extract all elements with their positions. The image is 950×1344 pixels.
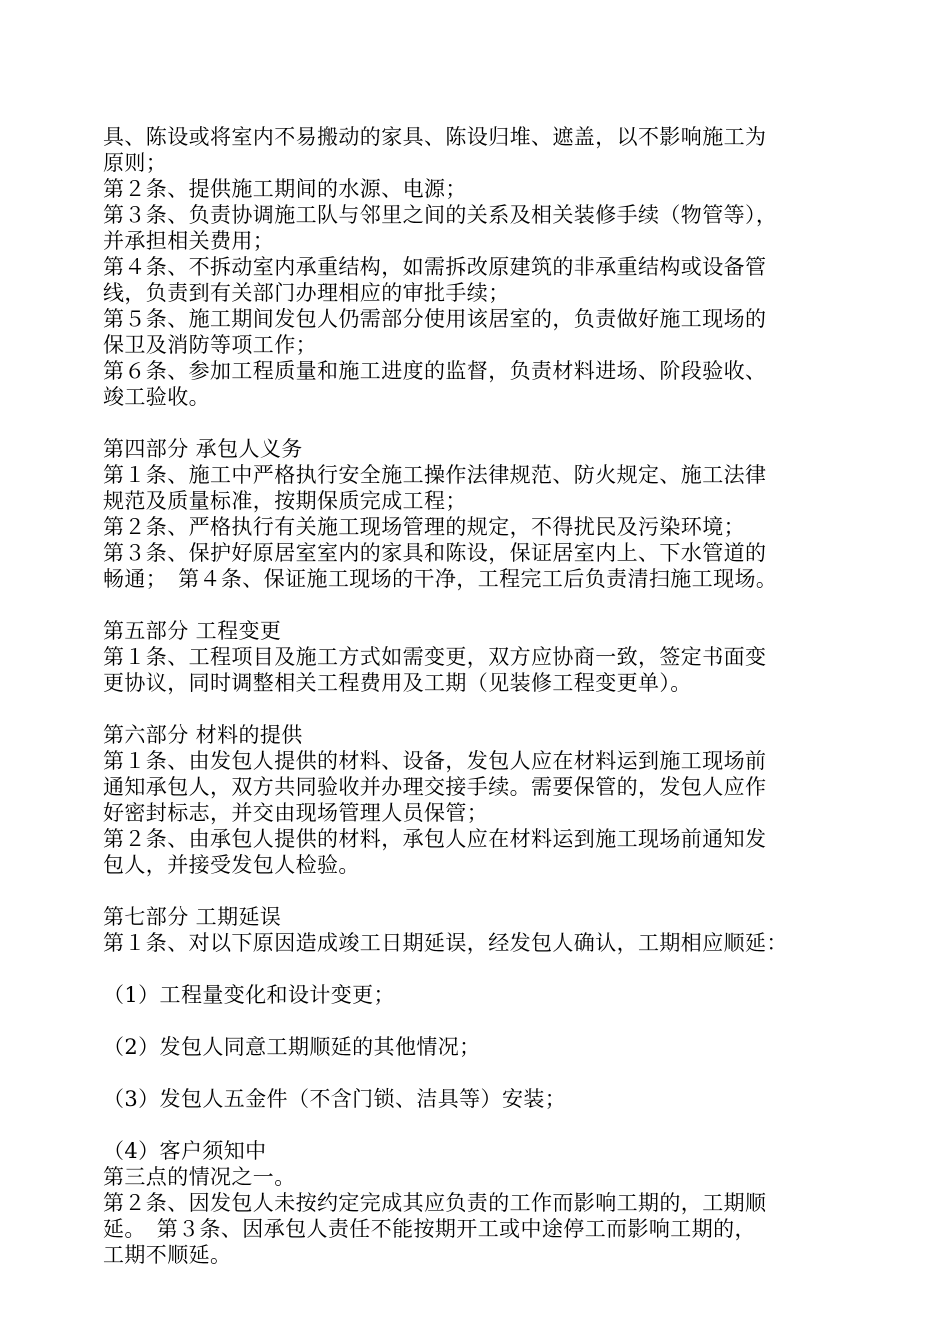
section-materials — [103, 722, 863, 878]
text-line: 第４条、不拆动室内承重结构，如需拆改原建筑的非承重结构或设备管 — [103, 255, 767, 279]
list-item: （2）发包人同意工期顺延的其他情况； — [103, 1035, 481, 1059]
text-line: 并承担相关费用； — [103, 229, 275, 253]
block-lessee-duties — [103, 124, 863, 410]
section-heading: 第五部分 工程变更 — [103, 619, 282, 643]
text-line: 更协议，同时调整相关工程费用及工期（见装修工程变更单）。 — [103, 671, 692, 695]
text-line: 第２条、因发包人未按约定完成其应负责的工作而影响工期的，工期顺 — [103, 1191, 767, 1215]
section-heading: 第四部分 承包人义务 — [103, 437, 303, 461]
paragraph-gap — [103, 1008, 863, 1034]
text-line: 包人，并接受发包人检验。 — [103, 853, 360, 877]
text-line: 第三点的情况之一。 — [103, 1165, 296, 1189]
text-line: 第３条、保护好原居室室内的家具和陈设，保证居室内上、下水管道的 — [103, 541, 767, 565]
text-line: 第１条、施工中严格执行安全施工操作法律规范、防火规定、施工法律 — [103, 463, 767, 487]
list-item: （1）工程量变化和设计变更； — [103, 983, 395, 1007]
text-line: 第２条、由承包人提供的材料，承包人应在材料运到施工现场前通知发 — [103, 827, 767, 851]
paragraph-gap — [103, 1060, 863, 1086]
paragraph-gap — [103, 956, 863, 982]
section-contractor-obligations — [103, 436, 863, 592]
text-line: 通知承包人，双方共同验收并办理交接手续。需要保管的，发包人应作 — [103, 775, 767, 799]
text-line: 第３条、负责协调施工队与邻里之间的关系及相关装修手续（物管等）， — [103, 203, 778, 227]
text-line: 工期不顺延。 — [103, 1243, 232, 1267]
section-schedule-delay — [103, 904, 863, 1268]
section-heading: 第六部分 材料的提供 — [103, 723, 303, 747]
text-line: 线，负责到有关部门办理相应的审批手续； — [103, 281, 510, 305]
text-line: 第２条、严格执行有关施工现场管理的规定，不得扰民及污染环境； — [103, 515, 745, 539]
text-line: 第６条、参加工程质量和施工进度的监督，负责材料进场、阶段验收、 — [103, 359, 767, 383]
list-item: （4）客户须知中 — [103, 1139, 267, 1163]
text-line: 第１条、工程项目及施工方式如需变更，双方应协商一致，签定书面变 — [103, 645, 767, 669]
text-line: 具、陈设或将室内不易搬动的家具、陈设归堆、遮盖，以不影响施工为 — [103, 125, 767, 149]
text-line: 保卫及消防等项工作； — [103, 333, 317, 357]
paragraph-gap — [103, 592, 863, 618]
text-line: 第１条、由发包人提供的材料、设备，发包人应在材料运到施工现场前 — [103, 749, 767, 773]
text-line: 原则； — [103, 151, 168, 175]
text-line: 规范及质量标准，按期保质完成工程； — [103, 489, 467, 513]
list-item: （3）发包人五金件（不含门锁、洁具等）安装； — [103, 1087, 567, 1111]
paragraph-gap — [103, 878, 863, 904]
paragraph-gap — [103, 696, 863, 722]
paragraph-gap — [103, 1112, 863, 1138]
paragraph-gap — [103, 410, 863, 436]
text-line: 第２条、提供施工期间的水源、电源； — [103, 177, 467, 201]
text-line: 延。 第３条、因承包人责任不能按期开工或中途停工而影响工期的， — [103, 1217, 756, 1241]
text-line: 好密封标志，并交由现场管理人员保管； — [103, 801, 489, 825]
text-line: 畅通； 第４条、保证施工现场的干净，工程完工后负责清扫施工现场。 — [103, 567, 778, 591]
text-line: 竣工验收。 — [103, 385, 210, 409]
text-line: 第１条、对以下原因造成竣工日期延误，经发包人确认，工期相应顺延： — [103, 931, 788, 955]
section-project-change — [103, 618, 863, 696]
document-page — [103, 124, 863, 1268]
section-heading: 第七部分 工期延误 — [103, 905, 282, 929]
text-line: 第５条、施工期间发包人仍需部分使用该居室的，负责做好施工现场的 — [103, 307, 767, 331]
